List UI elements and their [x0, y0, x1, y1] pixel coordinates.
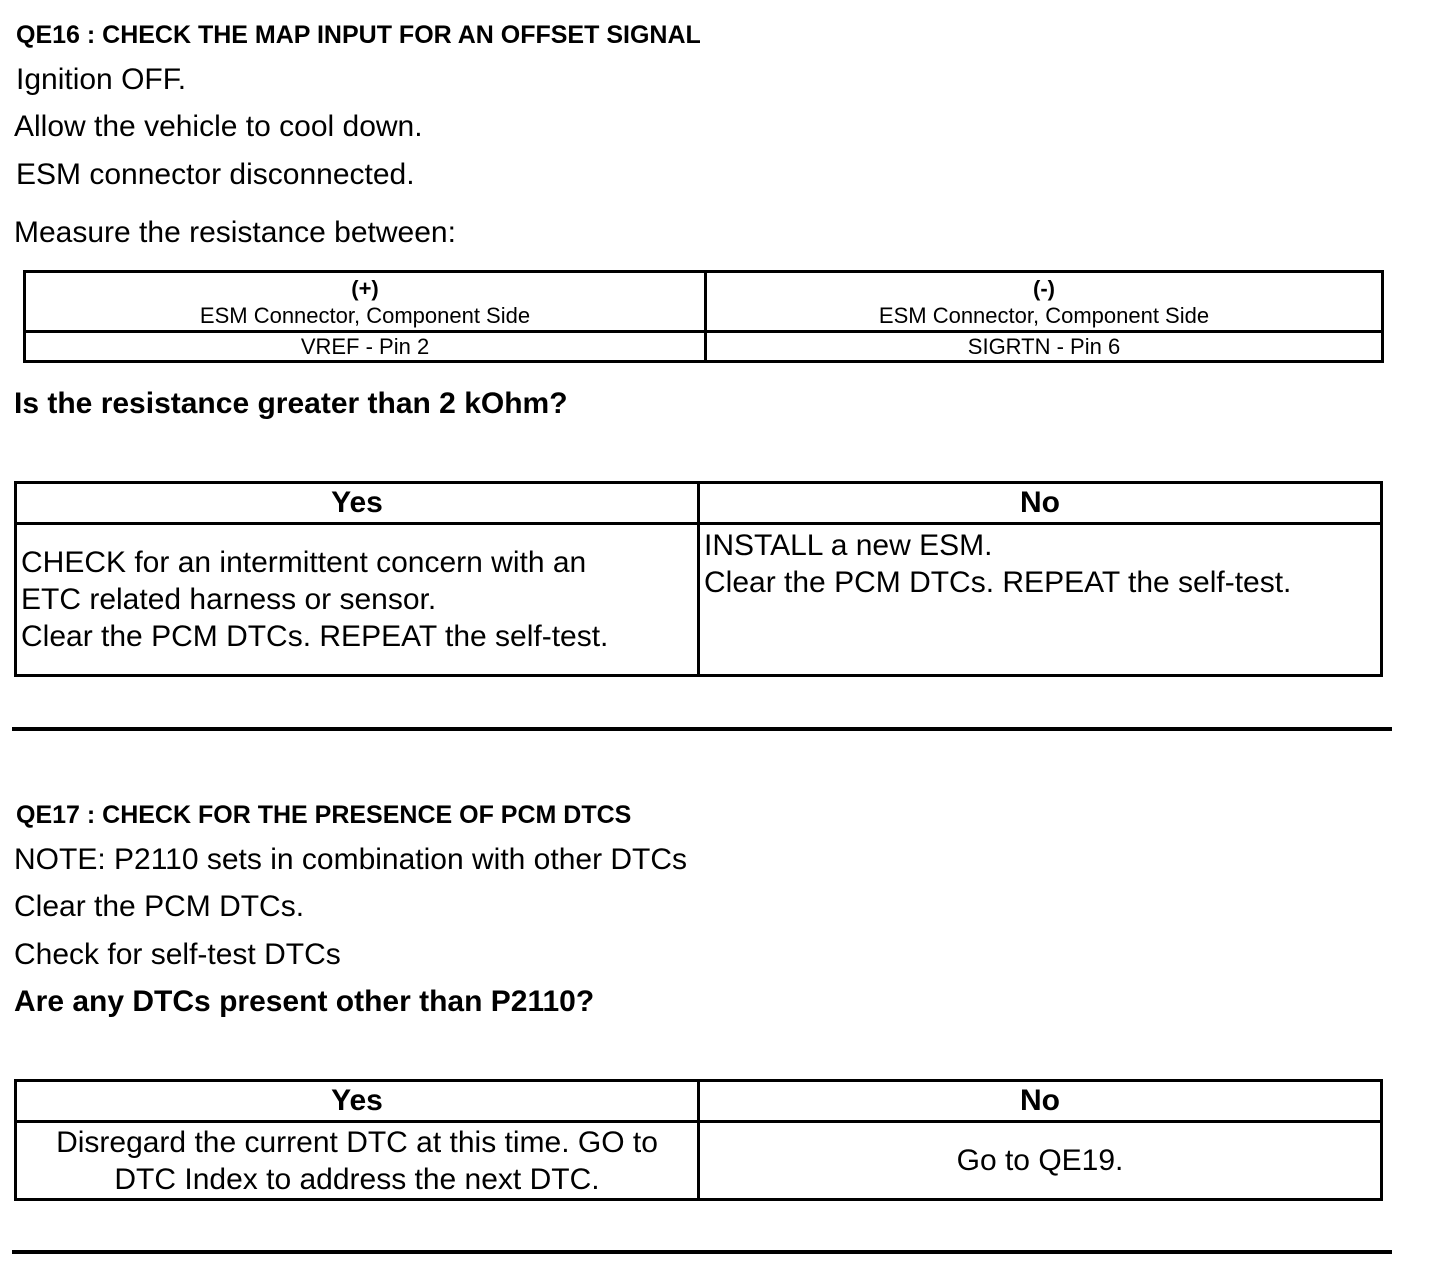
qe17-step-1: NOTE: P2110 sets in combination with other DTCs: [14, 843, 688, 876]
qe17-no-cell: Go to QE19.: [699, 1122, 1382, 1200]
measure-pos-polarity: (+): [351, 275, 379, 301]
measure-pos-pin: VREF - Pin 2: [25, 332, 706, 362]
qe16-no-line-1: INSTALL a new ESM.: [704, 529, 993, 562]
bottom-divider: [12, 1250, 1392, 1254]
measure-neg-pin: SIGRTN - Pin 6: [706, 332, 1383, 362]
measure-pos-header: [25, 272, 706, 332]
qe16-measure-label: Measure the resistance between:: [14, 216, 456, 249]
measure-neg-polarity: (-): [1033, 275, 1055, 301]
qe17-heading: QE17 : CHECK FOR THE PRESENCE OF PCM DTCS: [16, 801, 632, 829]
qe17-yes-cell: [16, 1122, 699, 1200]
qe16-yes-header: Yes: [16, 483, 699, 524]
qe16-answer-table: [14, 481, 1383, 677]
qe17-yes-line-1: Disregard the current DTC at this time. GO to: [56, 1125, 658, 1159]
qe16-yes-line-3: Clear the PCM DTCs. REPEAT the self-test.: [21, 620, 609, 653]
measure-neg-location: ESM Connector, Component Side: [878, 302, 1210, 328]
qe16-step-3: ESM connector disconnected.: [16, 158, 415, 191]
qe16-no-cell: [699, 524, 1382, 676]
qe17-step-3: Check for self-test DTCs: [14, 938, 341, 971]
qe16-yes-line-1: CHECK for an intermittent concern with an: [21, 546, 587, 579]
section-divider: [12, 727, 1392, 731]
qe16-measure-table: [23, 270, 1384, 363]
qe16-question: Is the resistance greater than 2 kOhm?: [14, 387, 568, 420]
qe16-heading: QE16 : CHECK THE MAP INPUT FOR AN OFFSET SIGNAL: [16, 21, 701, 49]
qe16-step-2: Allow the vehicle to cool down.: [14, 110, 423, 143]
qe17-answer-table: [14, 1079, 1383, 1201]
qe16-yes-cell: [16, 524, 699, 676]
measure-pos-location: ESM Connector, Component Side: [199, 302, 531, 328]
qe16-yes-line-2: ETC related harness or sensor.: [21, 583, 437, 616]
qe17-yes-header: Yes: [16, 1081, 699, 1122]
qe17-question: Are any DTCs present other than P2110?: [14, 985, 595, 1018]
qe17-step-2: Clear the PCM DTCs.: [14, 890, 305, 923]
qe16-no-line-2: Clear the PCM DTCs. REPEAT the self-test.: [704, 566, 1292, 599]
qe17-yes-line-2: DTC Index to address the next DTC.: [114, 1162, 600, 1196]
qe17-no-header: No: [699, 1081, 1382, 1122]
qe16-step-1: Ignition OFF.: [16, 63, 187, 96]
measure-neg-header: [706, 272, 1383, 332]
qe16-no-header: No: [699, 483, 1382, 524]
